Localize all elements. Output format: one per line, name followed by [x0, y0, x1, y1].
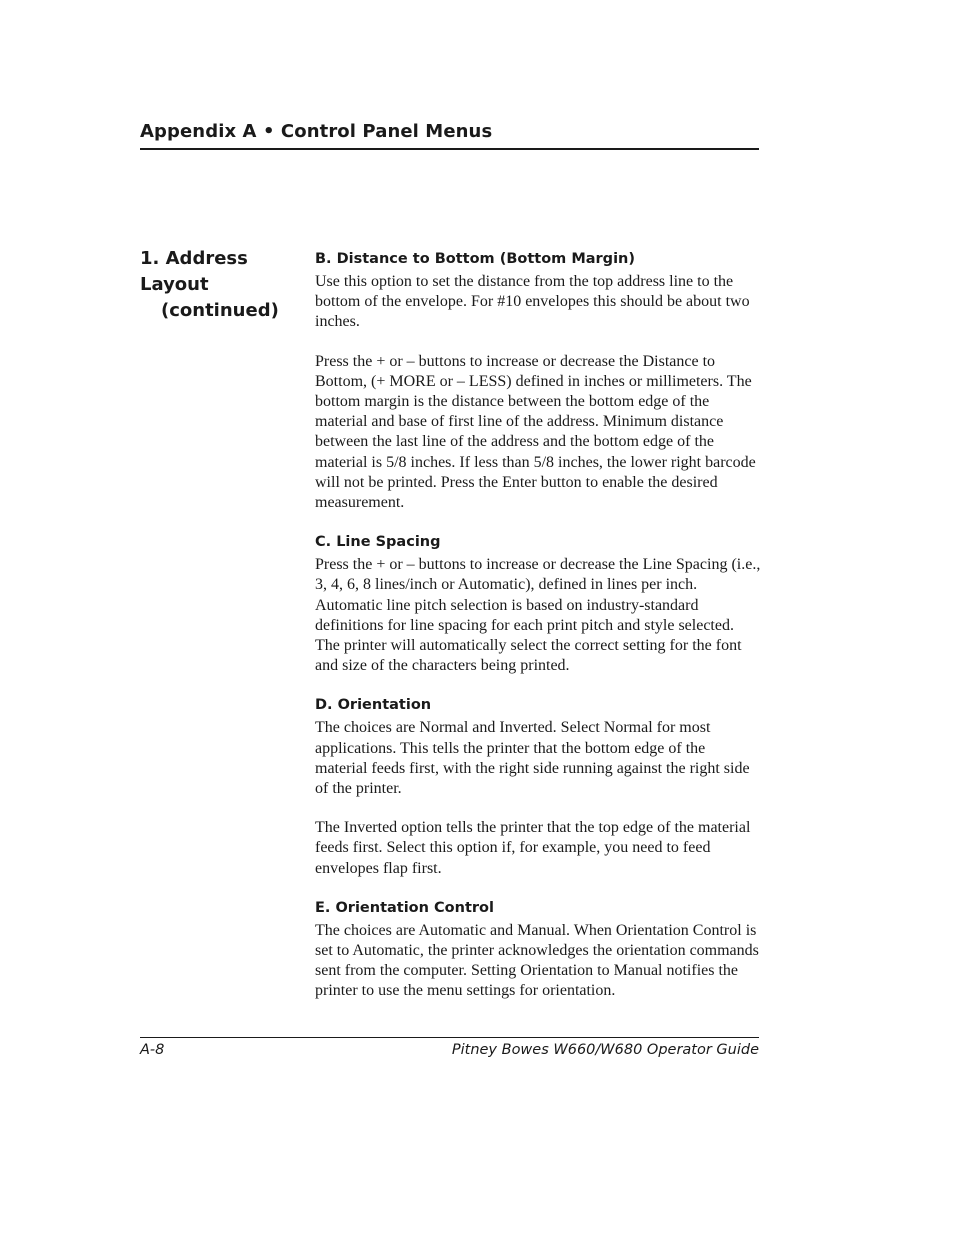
item-distance-to-bottom [315, 250, 761, 513]
header-rule [140, 148, 759, 150]
item-heading: C. Line Spacing [315, 534, 441, 551]
item-heading: B. Distance to Bottom (Bottom Margin) [315, 251, 635, 267]
running-header: Appendix A • Control Panel Menus [140, 121, 493, 142]
item-paragraph: The choices are Automatic and Manual. When Orientation Control is set to Automatic, the printer acknowledges the orientation commands sent from the computer. Setting Orientation to Manual notifies the printer to use the menu settings for orientation. [315, 921, 759, 1000]
page-number: A-8 [140, 1042, 165, 1058]
item-heading: E. Orientation Control [315, 899, 494, 916]
item-paragraph: Press the + or – buttons to increase or decrease the Distance to Bottom, (+ MORE or – LESS) defined in inches or millimeters. The bottom margin is the distance between the bottom edge of the material and base of first line of the address. Minimum distance between the last line of the address and the bottom edge of the material is 5/8 inches. If less than 5/8 inches, the lower right barcode will not be printed. Press the Enter button to enable the desired measurement. [315, 352, 756, 512]
item-paragraph: The Inverted option tells the printer that the top edge of the material feeds first. Select this option if, for example, you need to feed envelopes flap first. [315, 819, 751, 877]
item-orientation [315, 696, 761, 878]
item-line-spacing [315, 533, 761, 676]
item-paragraph: Press the + or – buttons to increase or decrease the Line Spacing (i.e., 3, 4, 6, 8 lines/inch or Automatic), defined in lines per inch. Automatic line pitch selection is based on industry-standard definitions for line spacing for each print pitch and style selected. The printer will automatically select the correct setting for the font and size of the characters being printed. [315, 556, 761, 675]
footer-rule [140, 1037, 759, 1038]
section-title [140, 246, 308, 324]
content-column [315, 250, 761, 1002]
section-title-line2: (continued) [161, 300, 279, 321]
item-paragraph: Use this option to set the distance from the top address line to the bottom of the envelope. For #10 envelopes this should be about two inches. [315, 273, 750, 331]
item-orientation-control [315, 899, 761, 1002]
section-title-line1: 1. Address Layout [140, 248, 248, 295]
item-heading: D. Orientation [315, 697, 432, 714]
item-paragraph: The choices are Normal and Inverted. Select Normal for most applications. This tells the printer that the bottom edge of the material feeds first, with the right side running against the right side of the printer. [315, 719, 750, 798]
guide-title: Pitney Bowes W660/W680 Operator Guide [451, 1042, 759, 1058]
